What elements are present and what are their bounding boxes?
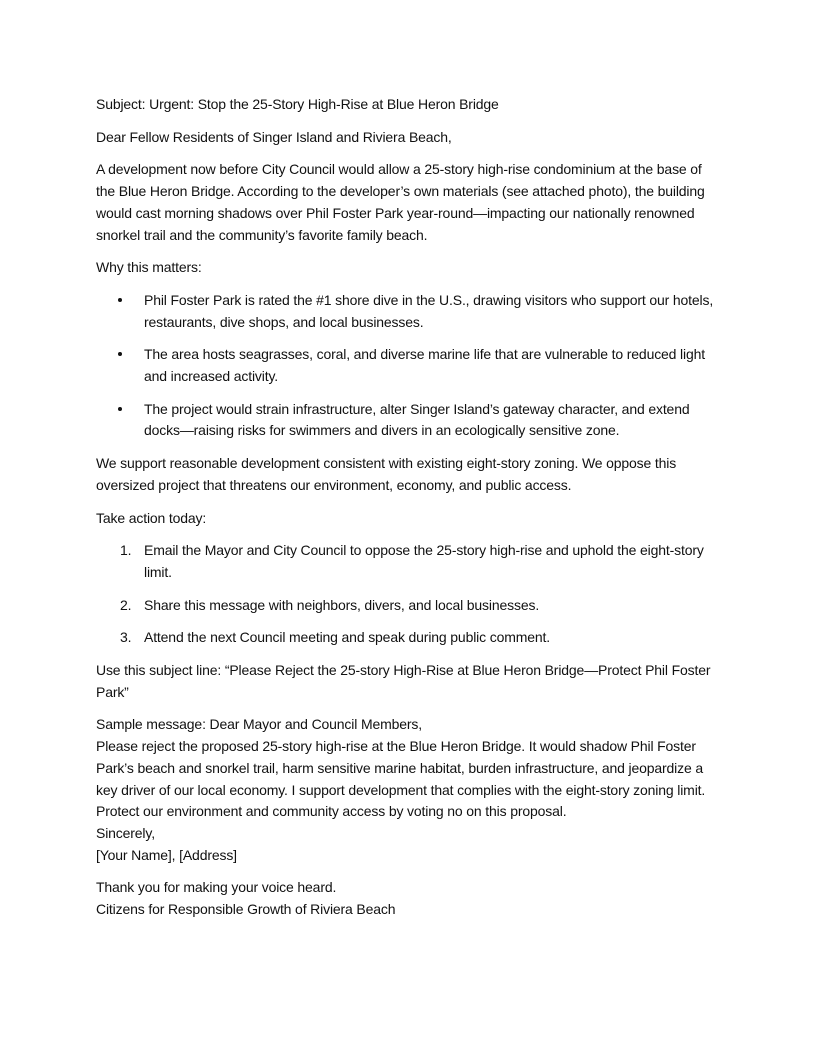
sign-off xyxy=(96,877,724,920)
why-item-text: The area hosts seagrasses, coral, and diverse marine life that are vulnerable to reduced light and increased activity. xyxy=(144,346,705,385)
document-page xyxy=(96,94,724,921)
subject-line-paragraph: Use this subject line: “Please Reject the 25-story High-Rise at Blue Heron Bridge—Protect Phil Foster Park” xyxy=(96,662,711,700)
sample-signature: [Your Name], [Address] xyxy=(96,846,237,863)
why-list-item xyxy=(96,344,724,387)
why-heading: Why this matters: xyxy=(96,259,202,276)
sample-intro: Sample message: Dear Mayor and Council Members, xyxy=(96,716,422,733)
organization-name: Citizens for Responsible Growth of Riviera Beach xyxy=(96,901,396,918)
action-item-text: Attend the next Council meeting and speak during public comment. xyxy=(144,629,550,646)
intro-paragraph: A development now before City Council would allow a 25-story high-rise condominium at the base of the Blue Heron Bridge. According to the developer’s own materials (see attached photo), the building would cast morning shadows over Phil Foster Park year-round—impacting our nationally renowned snorkel trail and the community’s favorite family beach. xyxy=(96,161,705,243)
sample-body: Please reject the proposed 25-story high-rise at the Blue Heron Bridge. It would shadow Phil Foster Park’s beach and snorkel trail, harm sensitive marine habitat, burden infrastructure, and jeopardize a key driver of our local economy. I support development that complies with the eight-story zoning limit. Protect our environment and community access by voting no on this proposal. xyxy=(96,738,706,820)
action-list-item xyxy=(96,595,724,617)
position-paragraph: We support reasonable development consistent with existing eight-story zoning. We oppose this oversized project that threatens our environment, economy, and public access. xyxy=(96,455,677,493)
bullet-icon xyxy=(118,399,130,421)
action-list xyxy=(96,540,724,649)
action-list-item xyxy=(96,627,724,649)
list-number: 3. xyxy=(120,629,132,646)
why-list-item xyxy=(96,290,724,333)
list-number: 2. xyxy=(120,596,132,613)
why-list-item xyxy=(96,399,724,442)
action-item-text: Share this message with neighbors, divers, and local businesses. xyxy=(144,596,540,613)
greeting: Dear Fellow Residents of Singer Island and Riviera Beach, xyxy=(96,128,452,145)
list-number: 1. xyxy=(120,542,132,559)
action-item-text: Email the Mayor and City Council to oppose the 25-story high-rise and uphold the eight-story limit. xyxy=(144,542,704,580)
thanks-line: Thank you for making your voice heard. xyxy=(96,879,337,896)
sample-closing: Sincerely, xyxy=(96,824,155,841)
why-item-text: Phil Foster Park is rated the #1 shore dive in the U.S., drawing visitors who support our hotels, restaurants, dive shops, and local businesses. xyxy=(144,291,714,330)
email-subject: Subject: Urgent: Stop the 25-Story High-Rise at Blue Heron Bridge xyxy=(96,96,499,112)
bullet-icon xyxy=(118,290,130,312)
bullet-icon xyxy=(118,344,130,366)
action-heading: Take action today: xyxy=(96,509,207,526)
why-list xyxy=(96,290,724,442)
why-item-text: The project would strain infrastructure, alter Singer Island’s gateway character, and extend docks—raising risks for swimmers and divers in an ecologically sensitive zone. xyxy=(144,400,690,439)
sample-message xyxy=(96,714,724,866)
action-list-item xyxy=(96,540,724,583)
